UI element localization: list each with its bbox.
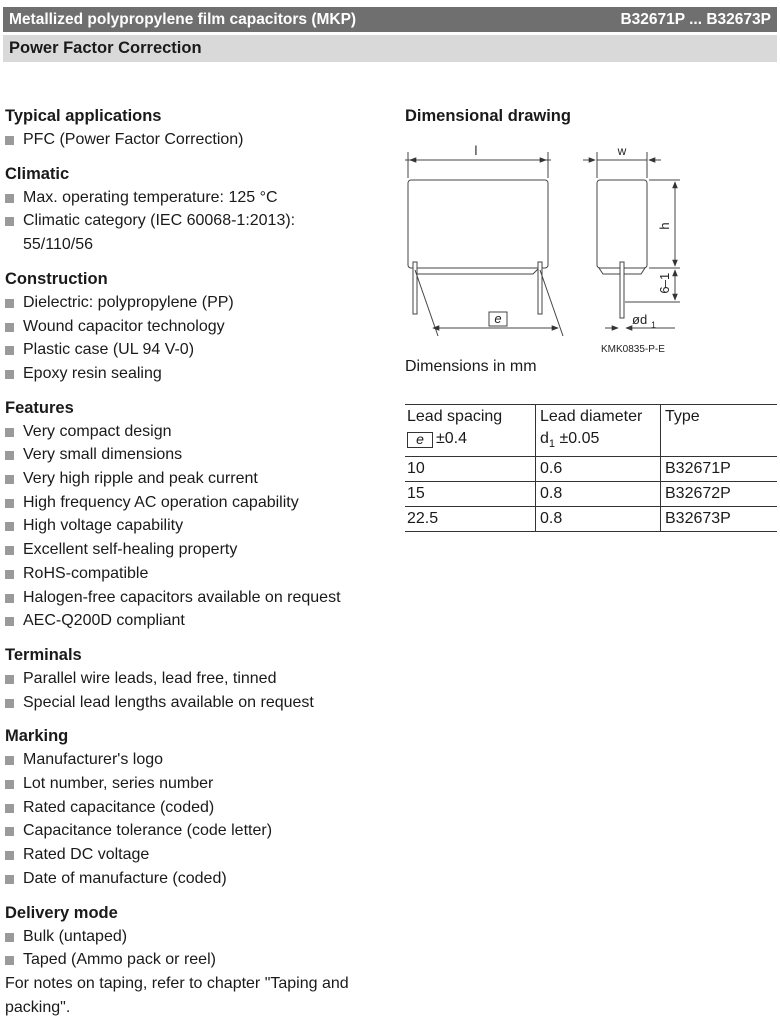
part-range: B32671P ... B32673P — [620, 11, 771, 28]
cell-diameter: 0.6 — [536, 457, 661, 482]
header-text: Lead spacing — [407, 408, 503, 425]
label-minus1: –1 — [657, 272, 672, 288]
list-item: Parallel wire leads, lead free, tinned — [5, 667, 400, 691]
lead-right — [538, 262, 542, 314]
section-title: Typical applications — [5, 107, 162, 125]
dimensions-caption: Dimensions in mm — [405, 358, 537, 375]
list-item-line: 55/110/56 — [23, 236, 93, 254]
cell-diameter: 0.8 — [536, 507, 661, 532]
list-item: Wound capacitor technology — [5, 315, 400, 339]
list-item: RoHS-compatible — [5, 562, 400, 586]
header-lead-diameter — [536, 405, 661, 457]
list-item — [5, 209, 400, 256]
list-item: Very compact design — [5, 420, 400, 444]
table-header-row — [405, 405, 777, 457]
drawing-title: Dimensional drawing — [405, 107, 571, 125]
list-item: Manufacturer's logo — [5, 748, 400, 772]
section-construction — [5, 267, 400, 386]
section-title: Delivery mode — [5, 903, 118, 922]
section-features — [5, 396, 400, 633]
list-item: Halogen-free capacitors available on request — [5, 586, 400, 610]
list-item: Rated DC voltage — [5, 843, 400, 867]
list-item: Max. operating temperature: 125 °C — [5, 186, 400, 210]
label-phi-d: ød — [632, 312, 648, 327]
d-symbol: d — [540, 430, 549, 447]
list-item: Lot number, series number — [5, 772, 400, 796]
dimension-panel — [405, 104, 777, 528]
header-text: Type — [665, 408, 700, 425]
label-phi-d-sub: 1 — [651, 320, 657, 330]
page-title: Metallized polypropylene film capacitors (MKP) — [9, 11, 357, 28]
header-type — [661, 405, 778, 457]
list-item: PFC (Power Factor Correction) — [5, 128, 400, 152]
label-w: w — [617, 144, 627, 158]
drawing-code: KMK0835-P-E — [601, 344, 665, 355]
delivery-note: For notes on taping, refer to chapter "Taping and packing". — [5, 974, 349, 1016]
list-item: Plastic case (UL 94 V-0) — [5, 338, 400, 362]
dimension-table — [405, 404, 777, 532]
tolerance-text: ±0.4 — [436, 430, 468, 447]
list-item: Bulk (untaped) — [5, 925, 400, 949]
list-item: Date of manufacture (coded) — [5, 867, 400, 891]
tolerance-text: ±0.05 — [555, 430, 600, 447]
list-item: Very small dimensions — [5, 443, 400, 467]
header-lead-spacing — [405, 405, 536, 457]
label-h: h — [657, 222, 672, 230]
section-title: Construction — [5, 269, 108, 288]
cell-type: B32672P — [661, 482, 778, 507]
lead-left — [413, 262, 417, 314]
header-bar — [3, 7, 777, 32]
list-item: Dielectric: polypropylene (PP) — [5, 291, 400, 315]
table-row — [405, 482, 777, 507]
page-subtitle: Power Factor Correction — [9, 39, 202, 57]
cell-spacing: 22.5 — [405, 507, 536, 532]
list-item-line: Climatic category (IEC 60068-1:2013): — [23, 212, 296, 230]
subtitle-bar — [3, 35, 777, 62]
capacitor-body-side — [597, 180, 647, 268]
header-tolerance — [407, 428, 535, 450]
section-title: Features — [5, 398, 74, 417]
section-typical-applications — [5, 104, 400, 152]
list-item: Rated capacitance (coded) — [5, 796, 400, 820]
list-item: High frequency AC operation capability — [5, 491, 400, 515]
list-item: Special lead lengths available on request — [5, 691, 400, 715]
label-l: l — [474, 143, 478, 158]
section-terminals — [5, 643, 400, 714]
section-climatic — [5, 162, 400, 257]
list-item: Excellent self-healing property — [5, 538, 400, 562]
section-marking — [5, 724, 400, 890]
section-title: Climatic — [5, 164, 70, 183]
cell-type: B32671P — [661, 457, 778, 482]
section-title: Marking — [5, 727, 69, 746]
table-row — [405, 457, 777, 482]
table-row — [405, 507, 777, 532]
header-text: Lead diameter — [540, 408, 643, 425]
label-e: e — [494, 311, 502, 326]
header-tolerance — [540, 428, 660, 455]
list-item: Very high ripple and peak current — [5, 467, 400, 491]
cell-spacing: 15 — [405, 482, 536, 507]
d-subscript: 1 — [548, 438, 556, 451]
spec-list — [5, 104, 400, 1019]
cell-spacing: 10 — [405, 457, 536, 482]
list-item: Capacitance tolerance (code letter) — [5, 819, 400, 843]
section-delivery-mode — [5, 901, 400, 972]
e-symbol: e — [407, 432, 433, 448]
capacitor-body-front — [408, 180, 548, 268]
list-item: Epoxy resin sealing — [5, 362, 400, 386]
list-item: High voltage capability — [5, 514, 400, 538]
lead-side — [620, 262, 624, 318]
list-item: AEC-Q200D compliant — [5, 609, 400, 633]
list-item: Taped (Ammo pack or reel) — [5, 948, 400, 972]
cell-type: B32673P — [661, 507, 778, 532]
cell-diameter: 0.8 — [536, 482, 661, 507]
dimensional-drawing — [405, 142, 777, 362]
section-title: Terminals — [5, 645, 82, 664]
label-6: 6 — [657, 286, 672, 294]
